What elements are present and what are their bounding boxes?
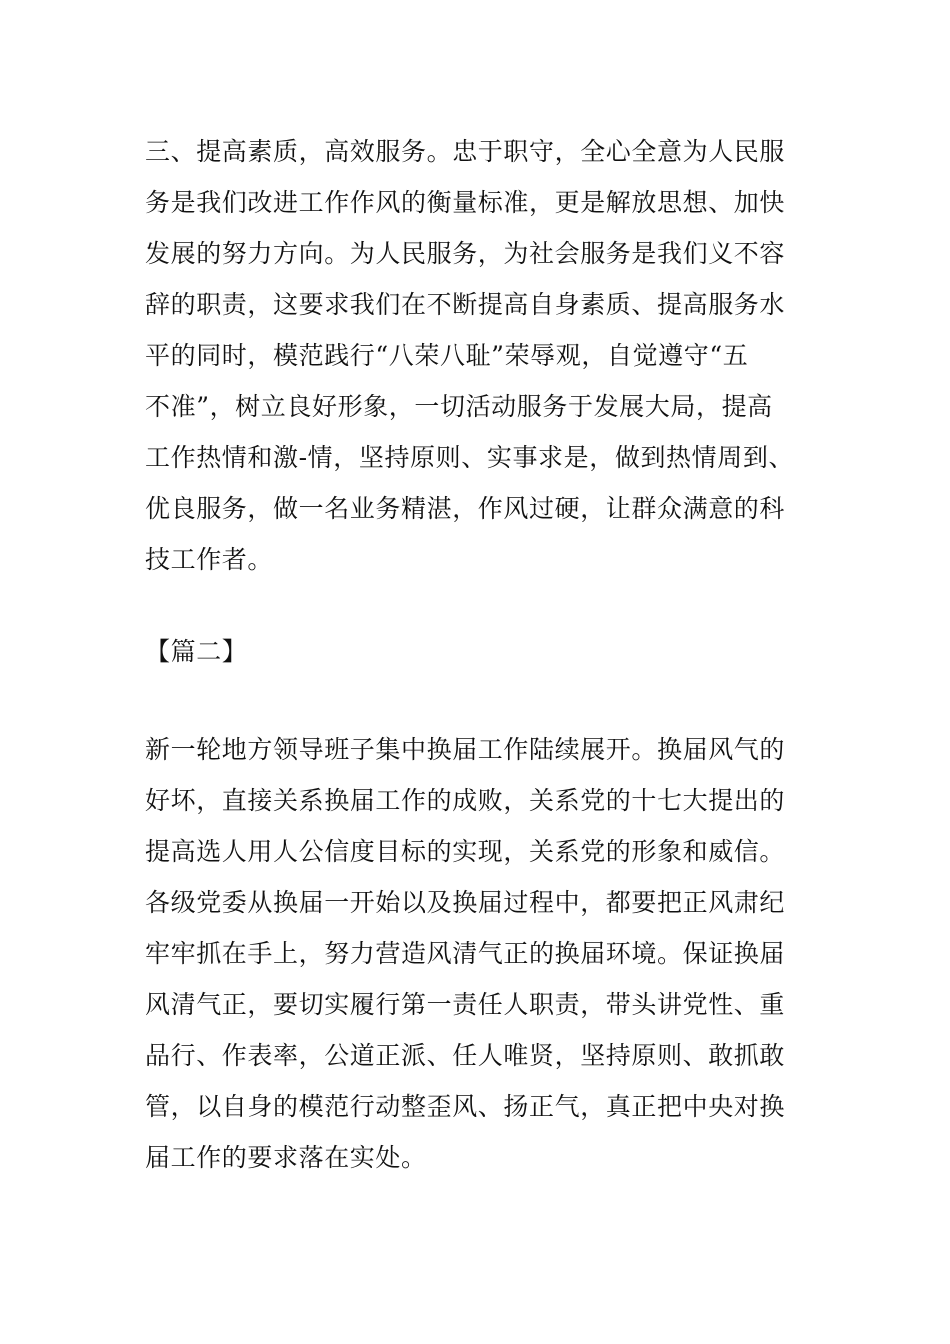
text-line: 新一轮地方领导班子集中换届工作陆续展开。换届风气的 [145, 735, 786, 764]
section-heading-part-two [145, 626, 825, 677]
heading-text: 【篇二】 [145, 637, 248, 666]
text-line: 平的同时，模范践行“八荣八耻”荣辱观，自觉遵守“五 [145, 341, 749, 370]
text-line: 技工作者。 [145, 545, 274, 574]
text-line: 好坏，直接关系换届工作的成败，关系党的十七大提出的 [145, 786, 786, 815]
text-line: 各级党委从换届一开始以及换届过程中，都要把正风肃纪 [145, 888, 786, 917]
text-line: 务是我们改进工作作风的衡量标准，更是解放思想、加快 [145, 188, 786, 217]
text-line: 风清气正，要切实履行第一责任人职责，带头讲党性、重 [145, 990, 786, 1019]
text-line: 辞的职责，这要求我们在不断提高自身素质、提高服务水 [145, 290, 786, 319]
text-line: 发展的努力方向。为人民服务，为社会服务是我们义不容 [145, 239, 786, 268]
text-line: 届工作的要求落在实处。 [145, 1143, 427, 1172]
text-line: 牢牢抓在手上，努力营造风清气正的换届环境。保证换届 [145, 939, 786, 968]
paragraph-part-two [145, 724, 825, 1183]
text-line: 提高选人用人公信度目标的实现，关系党的形象和威信。 [145, 837, 786, 866]
text-line: 优良服务，做一名业务精湛，作风过硬，让群众满意的科 [145, 494, 786, 523]
paragraph-section-three [145, 126, 825, 585]
text-line: 管，以自身的模范行动整歪风、扬正气，真正把中央对换 [145, 1092, 786, 1121]
text-line: 不准”，树立良好形象，一切活动服务于发展大局，提高 [145, 392, 773, 421]
text-line: 三、提高素质，高效服务。忠于职守，全心全意为人民服 [145, 137, 786, 166]
text-line: 工作热情和激-情，坚持原则、实事求是，做到热情周到、 [145, 443, 795, 472]
text-line: 品行、作表率，公道正派、任人唯贤，坚持原则、敢抓敢 [145, 1041, 786, 1070]
